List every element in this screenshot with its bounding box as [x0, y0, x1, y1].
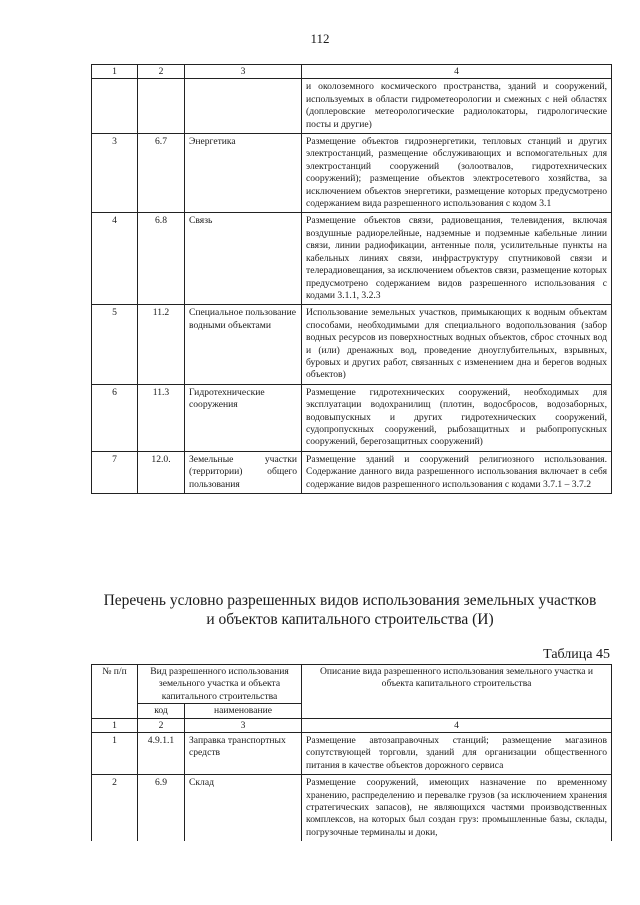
row-number: 3 [92, 134, 138, 213]
use-code: 6.7 [138, 134, 185, 213]
use-code: 4.9.1.1 [138, 733, 185, 775]
row-number: 7 [92, 451, 138, 493]
column-number: 3 [185, 718, 302, 732]
row-number: 4 [92, 213, 138, 305]
table-row [92, 733, 612, 775]
table-column-numbers [92, 65, 612, 79]
row-number: 1 [92, 733, 138, 775]
section-heading [60, 591, 640, 629]
use-description: Размещение объектов гидроэнергетики, тепловых станций и других электростанций, размещение обслуживающих и вспомогательных для электростанций сооружений (золоотвалов, гидротехнических сооружений); размещение объектов электросетевого хозяйства, за исключением объектов энергетики, размещение которых предусмотрено содержанием вида разрешенного использования с кодом 3.1 [302, 134, 612, 213]
use-name: Земельные участки (территории) общего пользования [185, 451, 302, 493]
row-number [92, 79, 138, 134]
use-code [138, 79, 185, 134]
column-number: 1 [92, 718, 138, 732]
use-description: Размещение объектов связи, радиовещания, телевидения, включая воздушные радиорелейные, надземные и подземные кабельные линии связи, линии радиофикации, антенные поля, усилительные пункты на кабельных линиях связи, инфраструктуру спутниковой связи и телерадиовещания, за исключением объектов связи, размещение которых предусмотрено содержанием видов разрешенного использования с кодами 3.1.1, 3.2.3 [302, 213, 612, 305]
use-description: Использование земельных участков, примыкающих к водным объектам способами, необходимыми для специального водопользования (забор водных ресурсов из поверхностных водных объектов, сброс сточных вод и (или) дренажных вод, проведение дноуглубительных, взрывных, буровых и других работ, связанных с изменением дна и берегов водных объектов) [302, 305, 612, 384]
header-number: № п/п [92, 665, 138, 719]
column-number: 4 [302, 65, 612, 79]
table-row [92, 79, 612, 134]
use-description: Размещение сооружений, имеющих назначение по временному хранению, распределению и перевалке грузов (за исключением хранения стратегических запасов), не являющихся частями производственных комплексов, на которых был создан груз: промышленные базы, склады, погрузочные терминалы и доки, [302, 775, 612, 842]
use-name: Склад [185, 775, 302, 842]
row-number: 2 [92, 775, 138, 842]
page-number: 112 [310, 31, 330, 46]
header-description: Описание вида разрешенного использования земельного участка и объекта капитального строительства [302, 665, 612, 719]
use-name: Связь [185, 213, 302, 305]
section-heading-line: Перечень условно разрешенных видов использования земельных участков [103, 592, 597, 609]
section-heading-line: и объектов капитального строительства (И) [206, 611, 494, 628]
use-description: Размещение зданий и сооружений религиозного использования. Содержание данного вида разрешенного использования включает в себя содержание видов разрешенного использования с кодами 3.7.1 – 3.7.2 [302, 451, 612, 493]
table-column-numbers [92, 718, 612, 732]
table-row [92, 451, 612, 493]
header-use-type: Вид разрешенного использования земельного участка и объекта капитального строительства [138, 665, 302, 704]
use-name [185, 79, 302, 134]
use-code: 6.8 [138, 213, 185, 305]
use-name: Специальное пользование водными объектами [185, 305, 302, 384]
column-number: 1 [92, 65, 138, 79]
header-name: наименование [185, 704, 302, 718]
use-code: 6.9 [138, 775, 185, 842]
conditional-use-table [91, 664, 612, 841]
use-code: 11.2 [138, 305, 185, 384]
land-use-table-continued [91, 64, 612, 494]
column-number: 2 [138, 718, 185, 732]
table-row [92, 213, 612, 305]
header-code: код [138, 704, 185, 718]
row-number: 6 [92, 384, 138, 451]
table-row [92, 775, 612, 842]
use-code: 12.0. [138, 451, 185, 493]
table-row [92, 134, 612, 213]
use-code: 11.3 [138, 384, 185, 451]
use-description: Размещение автозаправочных станций; размещение магазинов сопутствующей торговли, зданий для организации общественного питания в качестве объектов дорожного сервиса [302, 733, 612, 775]
use-name: Энергетика [185, 134, 302, 213]
table-label: Таблица 45 [543, 647, 610, 662]
row-number: 5 [92, 305, 138, 384]
column-number: 2 [138, 65, 185, 79]
use-description: и околоземного космического пространства, зданий и сооружений, используемых в области гидрометеорологии и смежных с ней областях (доплеровские метеорологические радиолокаторы, гидрологические посты и другие) [302, 79, 612, 134]
column-number: 4 [302, 718, 612, 732]
table-header-row [92, 665, 612, 704]
use-description: Размещение гидротехнических сооружений, необходимых для эксплуатации водохранилищ (плотин, водосбросов, водозаборных, водовыпускных и других гидротехнических сооружений, судопропускных сооружений, рыбозащитных и рыбопропускных сооружений, берегозащитных сооружений) [302, 384, 612, 451]
column-number: 3 [185, 65, 302, 79]
use-name: Гидротехнические сооружения [185, 384, 302, 451]
use-name: Заправка транспортных средств [185, 733, 302, 775]
table-row [92, 384, 612, 451]
table-row [92, 305, 612, 384]
